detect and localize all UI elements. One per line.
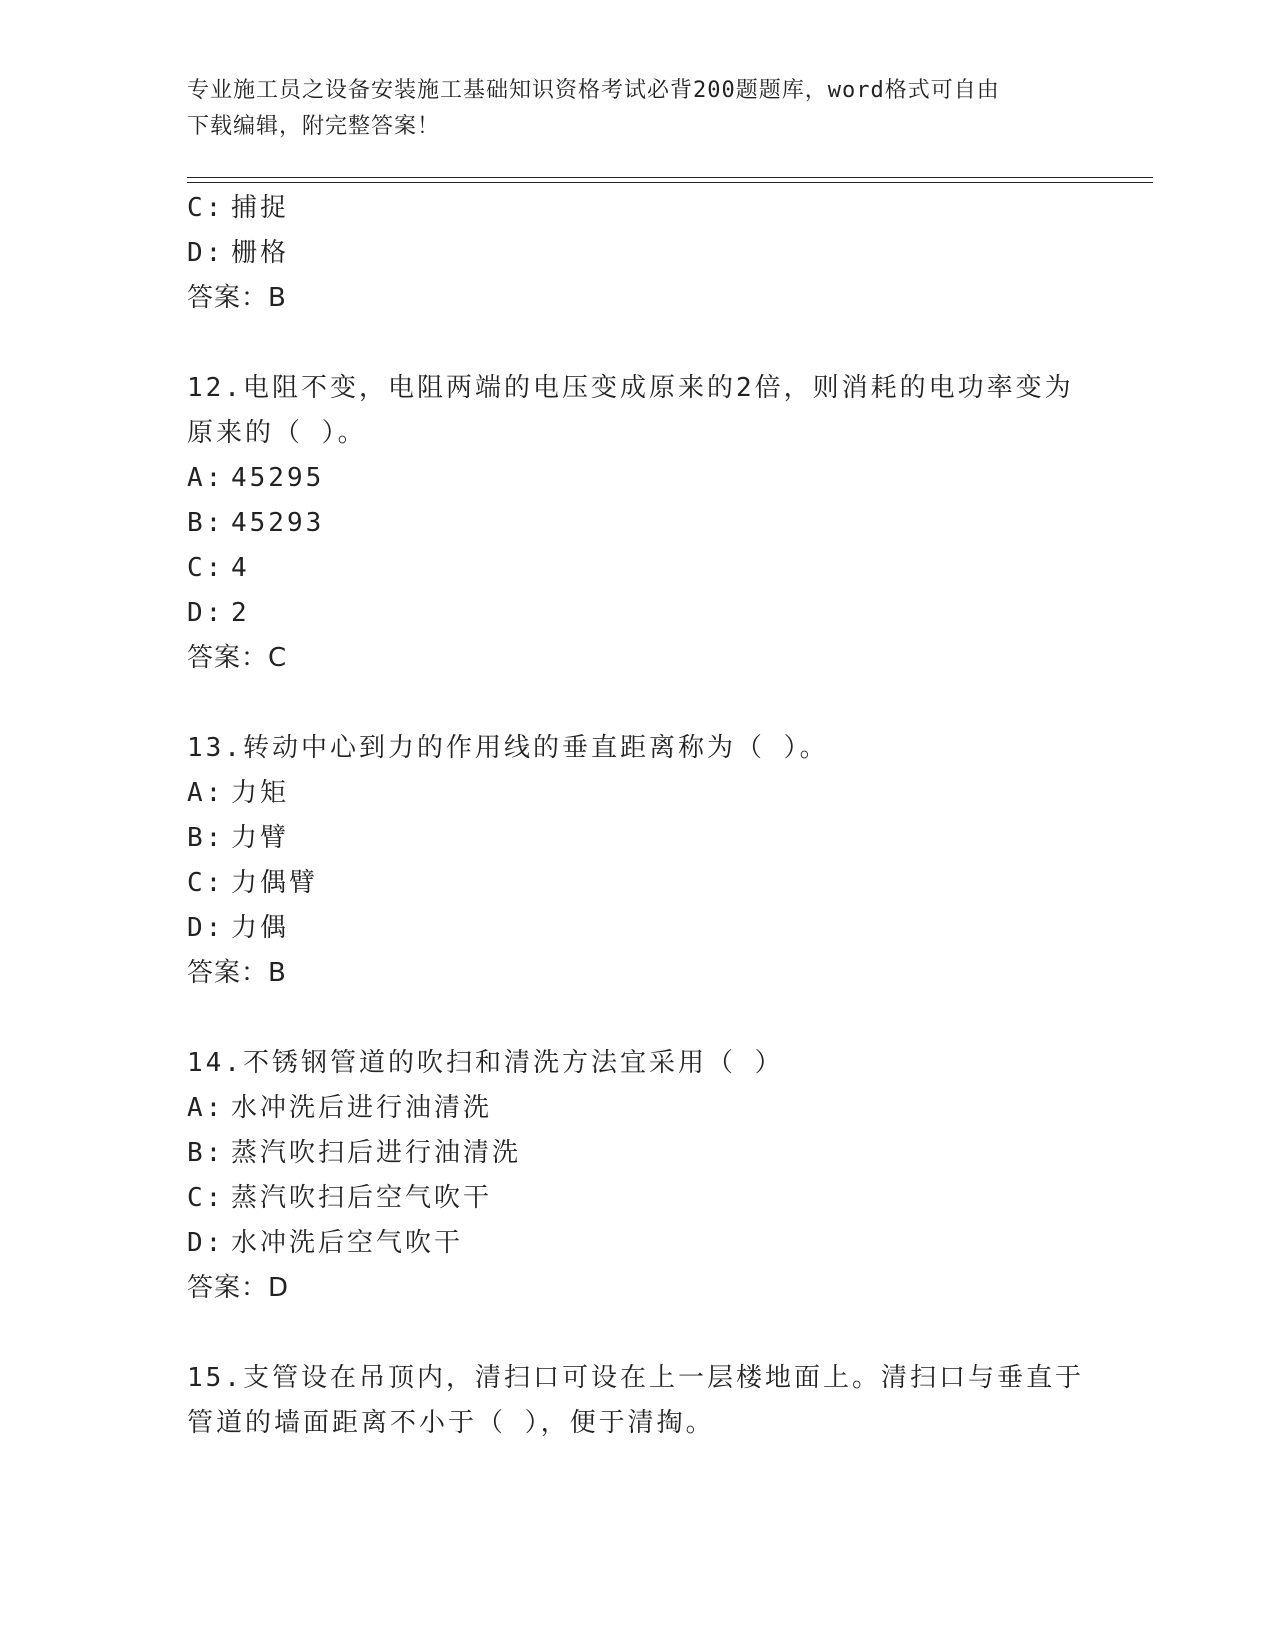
question-12-answer: 答案：C <box>187 643 288 673</box>
prev-answer: 答案：B <box>187 283 287 313</box>
option-text: 水冲洗后空气吹干 <box>231 1228 464 1258</box>
option-label: C: <box>187 1183 225 1213</box>
option-text: 蒸汽吹扫后进行油清洗 <box>231 1138 522 1168</box>
header-divider-bottom <box>187 182 1153 183</box>
option-text: 栅格 <box>231 238 290 268</box>
question-12-option-b <box>187 500 324 546</box>
option-label: A: <box>187 463 225 493</box>
option-label: D: <box>187 238 225 268</box>
option-text: 力偶臂 <box>231 868 319 898</box>
option-label: B: <box>187 508 225 538</box>
header-divider-top <box>187 177 1153 178</box>
prev-option-d <box>187 230 289 276</box>
option-label: C: <box>187 868 225 898</box>
prev-option-c <box>187 185 289 231</box>
question-13-option-b <box>187 815 289 861</box>
question-12-option-c <box>187 545 250 591</box>
option-text: 力矩 <box>231 778 290 808</box>
question-12-stem-line-2: 原来的（ ）。 <box>187 418 367 448</box>
question-13-option-d <box>187 905 289 951</box>
question-14-option-a <box>187 1085 492 1131</box>
question-14-answer: 答案：D <box>187 1273 290 1303</box>
option-text: 45293 <box>231 508 325 538</box>
document-header <box>187 73 1087 145</box>
option-label: C: <box>187 553 225 583</box>
question-13-option-a <box>187 770 289 816</box>
option-text: 2 <box>231 598 250 628</box>
question-14-option-d <box>187 1220 463 1266</box>
option-text: 45295 <box>231 463 325 493</box>
question-12-option-d <box>187 590 250 636</box>
option-text: 捕捉 <box>231 193 290 223</box>
option-text: 蒸汽吹扫后空气吹干 <box>231 1183 493 1213</box>
option-label: D: <box>187 598 225 628</box>
header-line-2: 下载编辑，附完整答案！ <box>187 114 441 139</box>
option-label: A: <box>187 778 225 808</box>
option-label: C: <box>187 193 225 223</box>
question-14-option-c <box>187 1175 492 1221</box>
option-text: 水冲洗后进行油清洗 <box>231 1093 493 1123</box>
option-label: B: <box>187 823 225 853</box>
question-13-option-c <box>187 860 318 906</box>
question-12-stem-line-1: 12.电阻不变，电阻两端的电压变成原来的2倍，则消耗的电功率变为 <box>187 373 1074 403</box>
option-label: D: <box>187 1228 225 1258</box>
question-12-option-a <box>187 455 324 501</box>
question-15-stem-line-2: 管道的墙面距离不小于（ ），便于清掏。 <box>187 1408 715 1438</box>
header-line-1: 专业施工员之设备安装施工基础知识资格考试必背200题题库，word格式可自由 <box>187 78 1000 103</box>
option-text: 4 <box>231 553 250 583</box>
question-14-stem: 14.不锈钢管道的吹扫和清洗方法宜采用（ ） <box>187 1048 784 1078</box>
question-13-answer: 答案：B <box>187 958 287 988</box>
option-label: D: <box>187 913 225 943</box>
question-13-stem: 13.转动中心到力的作用线的垂直距离称为（ ）。 <box>187 733 829 763</box>
option-text: 力偶 <box>231 913 290 943</box>
option-label: B: <box>187 1138 225 1168</box>
question-14-option-b <box>187 1130 521 1176</box>
question-15-stem-line-1: 15.支管设在吊顶内，清扫口可设在上一层楼地面上。清扫口与垂直于 <box>187 1363 1084 1393</box>
option-text: 力臂 <box>231 823 290 853</box>
option-label: A: <box>187 1093 225 1123</box>
